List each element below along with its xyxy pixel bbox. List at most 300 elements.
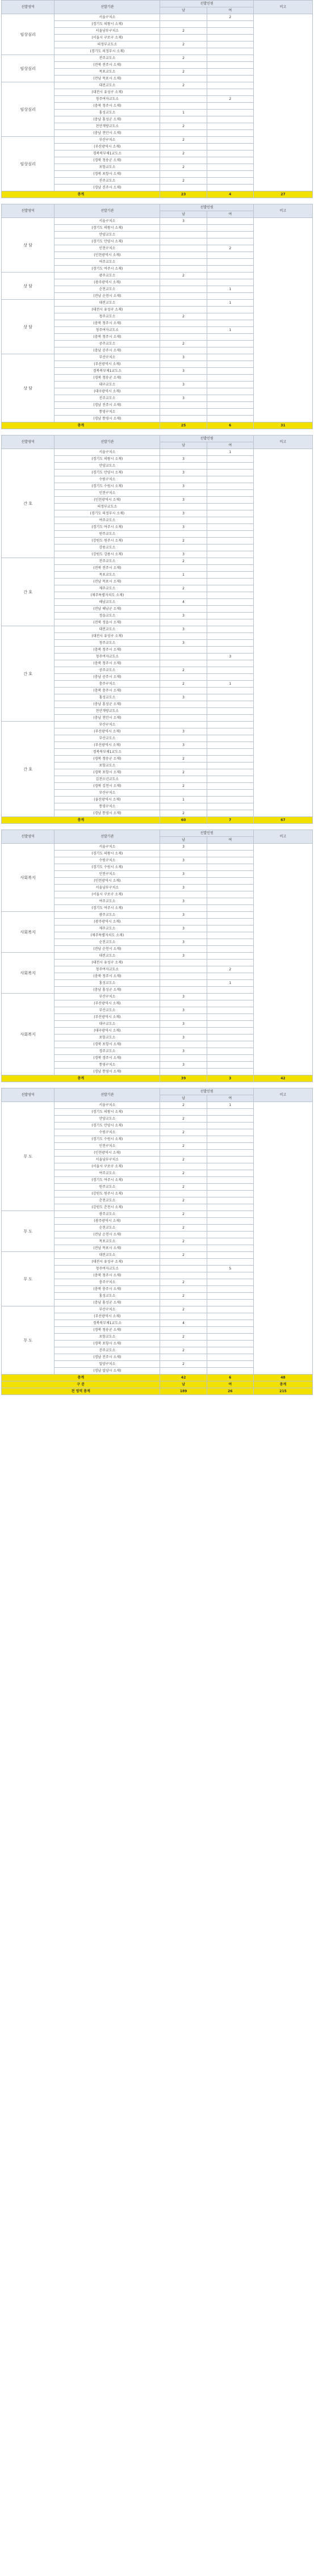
male-count: 2 bbox=[160, 341, 207, 347]
male-count bbox=[160, 674, 207, 681]
institution-name: 의정부교도소 bbox=[55, 504, 160, 510]
institution-name: 통영구치소 bbox=[55, 1062, 160, 1069]
male-count bbox=[160, 286, 207, 293]
note-cell bbox=[253, 218, 312, 422]
institution-name: (경기도 안양시 소재) bbox=[55, 238, 160, 245]
male-count: 2 bbox=[160, 313, 207, 320]
institution-name: (충북 충주시 소재) bbox=[55, 688, 160, 694]
institution-name: 천안개방교도소 bbox=[55, 708, 160, 715]
female-count bbox=[207, 137, 253, 144]
header-field: 선발영역 bbox=[2, 1, 55, 14]
female-count bbox=[207, 742, 253, 749]
female-count bbox=[207, 116, 253, 123]
institution-name: 홍성교도소 bbox=[55, 110, 160, 116]
male-count bbox=[160, 76, 207, 82]
male-count: 2 bbox=[160, 178, 207, 185]
female-count bbox=[207, 185, 253, 191]
male-count bbox=[160, 966, 207, 973]
male-count: 4 bbox=[160, 599, 207, 606]
male-count bbox=[160, 1109, 207, 1116]
female-count bbox=[207, 701, 253, 708]
female-count bbox=[207, 69, 253, 76]
female-count bbox=[207, 905, 253, 912]
male-count bbox=[160, 1266, 207, 1272]
female-count bbox=[207, 973, 253, 980]
male-count bbox=[160, 157, 207, 164]
male-count: 4 bbox=[160, 1320, 207, 1327]
female-count bbox=[207, 1184, 253, 1191]
grand-total-row bbox=[2, 1388, 313, 1395]
male-count: 2 bbox=[160, 1225, 207, 1232]
institution-name: 진주교도소 bbox=[55, 395, 160, 402]
field-label: 상 담 bbox=[2, 354, 55, 422]
female-count: 1 bbox=[207, 1102, 253, 1109]
field-label: 무 도 bbox=[2, 1252, 55, 1306]
male-count bbox=[160, 185, 207, 191]
female-count bbox=[207, 334, 253, 341]
total-male: 23 bbox=[160, 191, 207, 198]
male-count: 3 bbox=[160, 694, 207, 701]
male-count bbox=[160, 606, 207, 613]
total-male: 25 bbox=[160, 422, 207, 429]
institution-name: 홍성교도소 bbox=[55, 980, 160, 987]
female-count: 2 bbox=[207, 245, 253, 252]
institution-name: 여주교도소 bbox=[55, 259, 160, 266]
institution-name: 대전교도소 bbox=[55, 626, 160, 633]
female-count bbox=[207, 932, 253, 939]
male-count bbox=[160, 654, 207, 660]
header-female: 여 bbox=[207, 837, 253, 844]
male-count: 2 bbox=[160, 150, 207, 157]
institution-name: 인천구치소 bbox=[55, 490, 160, 497]
field-label: 임상심리 bbox=[2, 14, 55, 55]
institution-name: 충주구치소 bbox=[55, 1279, 160, 1286]
male-count: 2 bbox=[160, 1211, 207, 1218]
male-count bbox=[160, 238, 207, 245]
male-count bbox=[160, 232, 207, 238]
male-count bbox=[160, 688, 207, 694]
male-count bbox=[160, 96, 207, 103]
institution-name: 청주교도소 bbox=[55, 313, 160, 320]
institution-name: (경남 통영시 소재) bbox=[55, 416, 160, 422]
female-count bbox=[207, 878, 253, 885]
female-count bbox=[207, 320, 253, 327]
female-count bbox=[207, 517, 253, 524]
female-count bbox=[207, 708, 253, 715]
female-count bbox=[207, 1034, 253, 1041]
female-count bbox=[207, 1232, 253, 1238]
male-count: 2 bbox=[160, 810, 207, 817]
male-count bbox=[160, 619, 207, 626]
total-female: 3 bbox=[207, 1075, 253, 1082]
male-count bbox=[160, 1163, 207, 1170]
institution-name: 부산구치소 bbox=[55, 790, 160, 797]
male-count: 3 bbox=[160, 524, 207, 531]
female-count bbox=[207, 164, 253, 171]
male-count: 3 bbox=[160, 1034, 207, 1041]
female-count bbox=[207, 912, 253, 919]
institution-name: 통영구치소 bbox=[55, 803, 160, 810]
female-count bbox=[207, 565, 253, 572]
male-count bbox=[160, 722, 207, 728]
institution-name: (인천광역시 소재) bbox=[55, 252, 160, 259]
total-row bbox=[2, 817, 313, 824]
male-count bbox=[160, 1327, 207, 1334]
male-count: 2 bbox=[160, 1116, 207, 1122]
field-label: 임상심리 bbox=[2, 55, 55, 82]
male-count: 3 bbox=[160, 613, 207, 619]
male-count: 2 bbox=[160, 1143, 207, 1150]
male-count: 2 bbox=[160, 1334, 207, 1341]
female-count bbox=[207, 178, 253, 185]
selection-table bbox=[1, 435, 313, 824]
male-count: 2 bbox=[160, 1293, 207, 1300]
female-count bbox=[207, 1368, 253, 1375]
institution-name: (경기도 의정부시 소재) bbox=[55, 510, 160, 517]
female-count bbox=[207, 382, 253, 388]
female-count bbox=[207, 810, 253, 817]
male-count bbox=[160, 803, 207, 810]
total-female: 6 bbox=[207, 422, 253, 429]
header-female: 여 bbox=[207, 211, 253, 218]
male-count bbox=[160, 320, 207, 327]
total-male: 39 bbox=[160, 1075, 207, 1082]
grand-total-sum: 총계 bbox=[253, 1381, 312, 1388]
female-count bbox=[207, 647, 253, 654]
institution-name: 부산교도소 bbox=[55, 735, 160, 742]
female-count bbox=[207, 558, 253, 565]
institution-name: (경북 청송군 소재) bbox=[55, 1327, 160, 1334]
female-count bbox=[207, 592, 253, 599]
female-count bbox=[207, 1041, 253, 1048]
male-count: 3 bbox=[160, 395, 207, 402]
male-count bbox=[160, 579, 207, 585]
male-count: 3 bbox=[160, 626, 207, 633]
male-count bbox=[160, 1232, 207, 1238]
female-count bbox=[207, 803, 253, 810]
male-count bbox=[160, 62, 207, 69]
male-count bbox=[160, 409, 207, 416]
institution-name: 광주교도소 bbox=[55, 1211, 160, 1218]
female-count bbox=[207, 76, 253, 82]
female-count bbox=[207, 572, 253, 579]
female-count bbox=[207, 599, 253, 606]
female-count bbox=[207, 62, 253, 69]
institution-name: 수원구치소 bbox=[55, 857, 160, 864]
header-selected: 선발인원 bbox=[160, 204, 253, 211]
male-count bbox=[160, 1218, 207, 1225]
institution-name: (경북 포항시 소재) bbox=[55, 1041, 160, 1048]
institution-name: 청주교도소 bbox=[55, 640, 160, 647]
selection-table bbox=[1, 0, 313, 198]
institution-name: 통영구치소 bbox=[55, 409, 160, 416]
female-count bbox=[207, 1007, 253, 1014]
institution-name: 포항교도소 bbox=[55, 763, 160, 769]
male-count: 3 bbox=[160, 1007, 207, 1014]
male-count: 3 bbox=[160, 898, 207, 905]
male-count: 3 bbox=[160, 857, 207, 864]
institution-name: (경기도 의왕시 소재) bbox=[55, 456, 160, 463]
male-count: 1 bbox=[160, 110, 207, 116]
institution-name: (충북 청주시 소재) bbox=[55, 647, 160, 654]
grand-total-male: 남 bbox=[160, 1381, 207, 1388]
institution-name: 춘천교도소 bbox=[55, 1197, 160, 1204]
male-count bbox=[160, 1122, 207, 1129]
female-count bbox=[207, 259, 253, 266]
selection-table bbox=[1, 830, 313, 1082]
female-count bbox=[207, 994, 253, 1000]
female-count bbox=[207, 1306, 253, 1313]
male-count: 3 bbox=[160, 871, 207, 878]
note-cell bbox=[253, 14, 312, 191]
female-count bbox=[207, 1000, 253, 1007]
female-count bbox=[207, 1014, 253, 1021]
male-count: 2 bbox=[160, 1170, 207, 1177]
male-count bbox=[160, 1368, 207, 1375]
header-institution: 선발기관 bbox=[55, 204, 160, 218]
female-count bbox=[207, 388, 253, 395]
female-count bbox=[207, 1320, 253, 1327]
male-count bbox=[160, 327, 207, 334]
institution-name: (강원도 원주시 소재) bbox=[55, 538, 160, 544]
header-note: 비고 bbox=[253, 435, 312, 449]
male-count: 2 bbox=[160, 1306, 207, 1313]
institution-name: (충남 홍성군 소재) bbox=[55, 701, 160, 708]
total-row bbox=[2, 422, 313, 429]
male-count bbox=[160, 864, 207, 871]
institution-name: (부산광역시 소재) bbox=[55, 361, 160, 368]
male-count: 2 bbox=[160, 1197, 207, 1204]
institution-name: 홍성교도소 bbox=[55, 1293, 160, 1300]
female-count bbox=[207, 891, 253, 898]
female-count bbox=[207, 28, 253, 35]
institution-name: (부산광역시 소재) bbox=[55, 1014, 160, 1021]
institution-name: (충남 홍성군 소재) bbox=[55, 1300, 160, 1306]
female-count bbox=[207, 130, 253, 137]
table-row bbox=[2, 449, 313, 456]
male-count: 3 bbox=[160, 497, 207, 504]
header-field: 선발영역 bbox=[2, 435, 55, 449]
institution-name: 안양교도소 bbox=[55, 1116, 160, 1122]
female-count: 3 bbox=[207, 654, 253, 660]
female-count bbox=[207, 463, 253, 470]
male-count bbox=[160, 463, 207, 470]
male-count: 3 bbox=[160, 844, 207, 851]
field-label: 무 도 bbox=[2, 1102, 55, 1211]
male-count bbox=[160, 103, 207, 110]
female-count bbox=[207, 238, 253, 245]
institution-name: (충남 천안시 소재) bbox=[55, 715, 160, 722]
institution-name: (전남 순천시 소재) bbox=[55, 946, 160, 953]
male-count bbox=[160, 35, 207, 41]
female-count bbox=[207, 1361, 253, 1368]
institution-name: (충북 충주시 소재) bbox=[55, 1286, 160, 1293]
male-count: 3 bbox=[160, 218, 207, 225]
male-count bbox=[160, 1341, 207, 1347]
male-count: 2 bbox=[160, 1184, 207, 1191]
note-cell bbox=[253, 449, 312, 817]
field-label: 사회복지 bbox=[2, 994, 55, 1075]
male-count: 2 bbox=[160, 1279, 207, 1286]
female-count bbox=[207, 544, 253, 551]
female-count bbox=[207, 1347, 253, 1354]
institution-name: 목포교도소 bbox=[55, 1238, 160, 1245]
female-count bbox=[207, 626, 253, 633]
institution-name: 수원구치소 bbox=[55, 476, 160, 483]
female-count bbox=[207, 150, 253, 157]
institution-name: 진주교도소 bbox=[55, 178, 160, 185]
institution-name: (대전시 유성구 소재) bbox=[55, 960, 160, 966]
institution-name: (제주특별자치도 소재) bbox=[55, 592, 160, 599]
total-label: 총계 bbox=[2, 817, 160, 824]
male-count: 2 bbox=[160, 1347, 207, 1354]
institution-name: 여주교도소 bbox=[55, 898, 160, 905]
female-count bbox=[207, 756, 253, 763]
female-count bbox=[207, 749, 253, 756]
field-label: 사회복지 bbox=[2, 912, 55, 953]
institution-name: (경북 청송군 소재) bbox=[55, 157, 160, 164]
male-count bbox=[160, 735, 207, 742]
female-count bbox=[207, 1341, 253, 1347]
female-count bbox=[207, 585, 253, 592]
female-count bbox=[207, 1021, 253, 1028]
institution-name: 제주교도소 bbox=[55, 585, 160, 592]
header-field: 선발영역 bbox=[2, 830, 55, 844]
female-count bbox=[207, 1334, 253, 1341]
grand-total-male: 189 bbox=[160, 1388, 207, 1395]
female-count bbox=[207, 456, 253, 463]
table-row bbox=[2, 14, 313, 21]
institution-name: (경기도 수원시 소재) bbox=[55, 483, 160, 490]
male-count: 3 bbox=[160, 1048, 207, 1055]
institution-name: (경남 통영시 소재) bbox=[55, 810, 160, 817]
male-count bbox=[160, 402, 207, 409]
female-count: 2 bbox=[207, 14, 253, 21]
female-count bbox=[207, 1055, 253, 1062]
male-count: 2 bbox=[160, 1102, 207, 1109]
male-count bbox=[160, 701, 207, 708]
institution-name: (전북 전주시 소재) bbox=[55, 62, 160, 69]
female-count bbox=[207, 851, 253, 857]
total-sum: 42 bbox=[253, 1075, 312, 1082]
institution-name: (충북 청주시 소재) bbox=[55, 320, 160, 327]
female-count bbox=[207, 1177, 253, 1184]
male-count: 2 bbox=[160, 55, 207, 62]
institution-name: (강원도 춘천시 소재) bbox=[55, 1204, 160, 1211]
female-count bbox=[207, 341, 253, 347]
female-count bbox=[207, 293, 253, 300]
total-male: 42 bbox=[160, 1375, 207, 1381]
institution-name: 충주구치소 bbox=[55, 681, 160, 688]
institution-name: (대전시 유성구 소재) bbox=[55, 89, 160, 96]
institution-name: 서울남부구치소 bbox=[55, 28, 160, 35]
selection-table bbox=[1, 1088, 313, 1395]
institution-name: (경기도 수원시 소재) bbox=[55, 864, 160, 871]
male-count bbox=[160, 252, 207, 259]
male-count bbox=[160, 1313, 207, 1320]
male-count bbox=[160, 987, 207, 994]
female-count bbox=[207, 1163, 253, 1170]
male-count: 3 bbox=[160, 456, 207, 463]
institution-name: 목포교도소 bbox=[55, 69, 160, 76]
institution-name: (대전시 유성구 소재) bbox=[55, 633, 160, 640]
institution-name: 홍성교도소 bbox=[55, 694, 160, 701]
institution-name: (경남 통영시 소재) bbox=[55, 1069, 160, 1075]
institution-name: 경북북부제1교도소 bbox=[55, 1320, 160, 1327]
female-count bbox=[207, 1170, 253, 1177]
male-count bbox=[160, 1177, 207, 1184]
institution-name: (대전시 유성구 소재) bbox=[55, 307, 160, 313]
header-institution: 선발기관 bbox=[55, 1088, 160, 1102]
female-count bbox=[207, 1300, 253, 1306]
field-label: 임상심리 bbox=[2, 137, 55, 191]
institution-name: (광주광역시 소재) bbox=[55, 1218, 160, 1225]
female-count bbox=[207, 660, 253, 667]
total-sum: 48 bbox=[253, 1375, 312, 1381]
field-label: 상 담 bbox=[2, 218, 55, 273]
male-count bbox=[160, 1069, 207, 1075]
male-count: 2 bbox=[160, 1129, 207, 1136]
male-count: 3 bbox=[160, 640, 207, 647]
female-count bbox=[207, 395, 253, 402]
male-count bbox=[160, 1245, 207, 1252]
female-count bbox=[207, 885, 253, 891]
female-count: 2 bbox=[207, 96, 253, 103]
female-count bbox=[207, 1069, 253, 1075]
female-count bbox=[207, 613, 253, 619]
institution-name: 인천구치소 bbox=[55, 245, 160, 252]
male-count bbox=[160, 245, 207, 252]
female-count: 1 bbox=[207, 300, 253, 307]
female-count bbox=[207, 123, 253, 130]
female-count bbox=[207, 361, 253, 368]
male-count bbox=[160, 592, 207, 599]
total-label: 총계 bbox=[2, 1075, 160, 1082]
male-count bbox=[160, 878, 207, 885]
institution-name: (충남 홍성군 소재) bbox=[55, 116, 160, 123]
grand-total-sum: 215 bbox=[253, 1388, 312, 1395]
institution-name: (대구광역시 소재) bbox=[55, 1028, 160, 1034]
female-count bbox=[207, 110, 253, 116]
female-count bbox=[207, 273, 253, 279]
male-count: 3 bbox=[160, 1021, 207, 1028]
male-count bbox=[160, 715, 207, 722]
male-count: 3 bbox=[160, 885, 207, 891]
female-count bbox=[207, 531, 253, 538]
male-count bbox=[160, 960, 207, 966]
institution-name: 서울구치소 bbox=[55, 449, 160, 456]
male-count bbox=[160, 531, 207, 538]
male-count bbox=[160, 89, 207, 96]
male-count bbox=[160, 565, 207, 572]
institution-name: 부산교도소 bbox=[55, 1007, 160, 1014]
institution-name: (충북 청주시 소재) bbox=[55, 660, 160, 667]
female-count bbox=[207, 1238, 253, 1245]
total-sum: 31 bbox=[253, 422, 312, 429]
institution-name: (대구광역시 소재) bbox=[55, 388, 160, 395]
male-count: 3 bbox=[160, 994, 207, 1000]
male-count bbox=[160, 293, 207, 300]
female-count bbox=[207, 483, 253, 490]
male-count: 3 bbox=[160, 742, 207, 749]
institution-name: (경기도 여주시 소재) bbox=[55, 266, 160, 273]
female-count bbox=[207, 1272, 253, 1279]
institution-name: 서울구치소 bbox=[55, 1102, 160, 1109]
total-female: 6 bbox=[207, 1375, 253, 1381]
male-count bbox=[160, 21, 207, 28]
institution-name: 부산구치소 bbox=[55, 994, 160, 1000]
header-selected: 선발인원 bbox=[160, 435, 253, 442]
